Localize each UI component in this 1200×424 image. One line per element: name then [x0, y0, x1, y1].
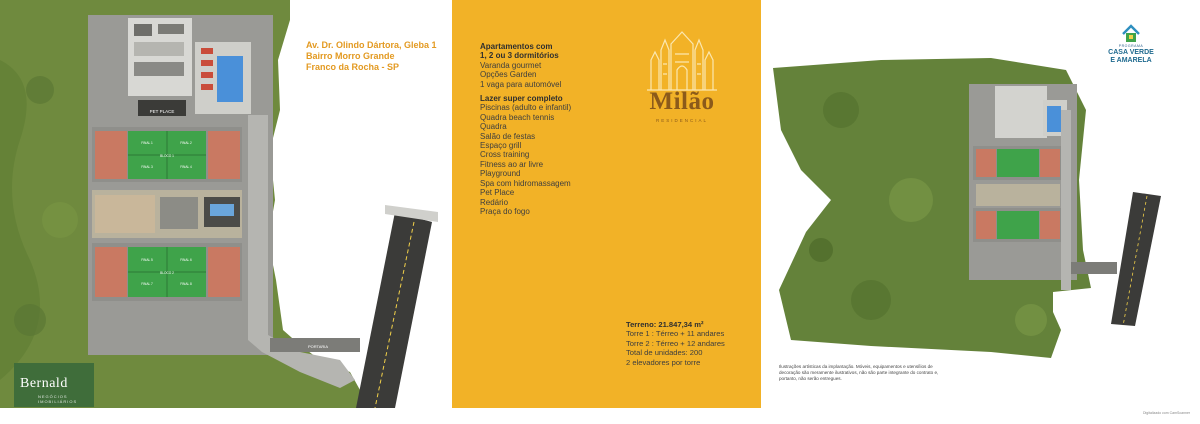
apartment-feature: Varanda gourmet [480, 60, 542, 70]
program-name: E AMARELA [1110, 57, 1152, 64]
realtor-tagline: NEGÓCIOS IMOBILIÁRIOS [38, 394, 78, 404]
unit-label: FINAL 2 [180, 141, 192, 145]
address-line: Bairro Morro Grande [306, 51, 395, 61]
apartments-heading: Apartamentos com [480, 42, 553, 51]
project-specs [626, 320, 756, 367]
unit-label: FINAL 7 [141, 282, 153, 286]
spec-line: Torre 2 : Térreo + 12 andares [626, 338, 725, 348]
brand-name: Milão [649, 88, 715, 115]
leisure-item: Quadra [480, 122, 507, 132]
info-panel [452, 0, 761, 408]
leisure-item: Spa com hidromassagem [480, 178, 571, 188]
leisure-item: Quadra beach tennis [480, 112, 555, 122]
features-list [480, 42, 620, 216]
disclaimer-text: Ilustrações artísticas da implantação. Móveis, equipamentos e utensílios de decoração são meramente ilustrativos, não são parte integrante do contrato e, portanto, não serão entregues. [779, 364, 939, 382]
unit-label: FINAL 6 [180, 258, 192, 262]
spec-line: 2 elevadores por torre [626, 357, 701, 367]
unit-label: FINAL 5 [141, 258, 153, 262]
leisure-item: Redário [480, 197, 509, 207]
leisure-item: Cross training [480, 150, 530, 160]
address-block [306, 40, 446, 73]
spec-line: Total de unidades: 200 [626, 348, 703, 358]
realtor-name: Bernald [20, 376, 68, 391]
implantation-panel [761, 0, 1200, 424]
leisure-heading: Lazer super completo [480, 94, 563, 104]
spec-line: Torre 1 : Térreo + 11 andares [626, 329, 725, 339]
program-logo [1101, 22, 1161, 72]
tower1-sign: BLOCO 1 [160, 154, 174, 158]
brand-subtitle: RESIDENCIAL [655, 118, 708, 123]
leisure-item: Piscinas (adulto e infantil) [480, 103, 572, 113]
program-name: CASA VERDE [1108, 49, 1154, 56]
leisure-item: Espaço grill [480, 141, 522, 151]
leisure-item: Fitness ao ar livre [480, 159, 544, 169]
tower2-sign: BLOCO 2 [160, 271, 174, 275]
unit-label: FINAL 4 [180, 165, 192, 169]
leisure-item: Pet Place [480, 188, 515, 198]
site-plan-panel [0, 0, 452, 408]
apartment-feature: 1 vaga para automóvel [480, 79, 562, 89]
unit-label: FINAL 8 [180, 282, 192, 286]
apartment-feature: Opções Garden [480, 70, 537, 80]
unit-label: FINAL 3 [141, 165, 153, 169]
apartments-heading: 1, 2 ou 3 dormitórios [480, 51, 559, 61]
leisure-item: Playground [480, 169, 521, 179]
program-label: PROGRAMA [1118, 44, 1144, 48]
leisure-item: Praça do fogo [480, 206, 530, 216]
house-icon [1101, 22, 1161, 44]
unit-label: FINAL 1 [141, 141, 153, 145]
pet-place-label: PET PLACE [149, 109, 175, 114]
address-line: Franco da Rocha - SP [306, 62, 400, 72]
terreno-area: Terreno: 21.847,34 m² [626, 320, 704, 329]
portaria-label: PORTARIA [307, 344, 329, 349]
leisure-item: Salão de festas [480, 131, 536, 141]
realtor-badge [14, 363, 94, 407]
scan-credit: Digitalizado com CamScanner [1143, 411, 1191, 415]
address-line: Av. Dr. Olindo Dártora, Gleba 1 [306, 40, 437, 50]
